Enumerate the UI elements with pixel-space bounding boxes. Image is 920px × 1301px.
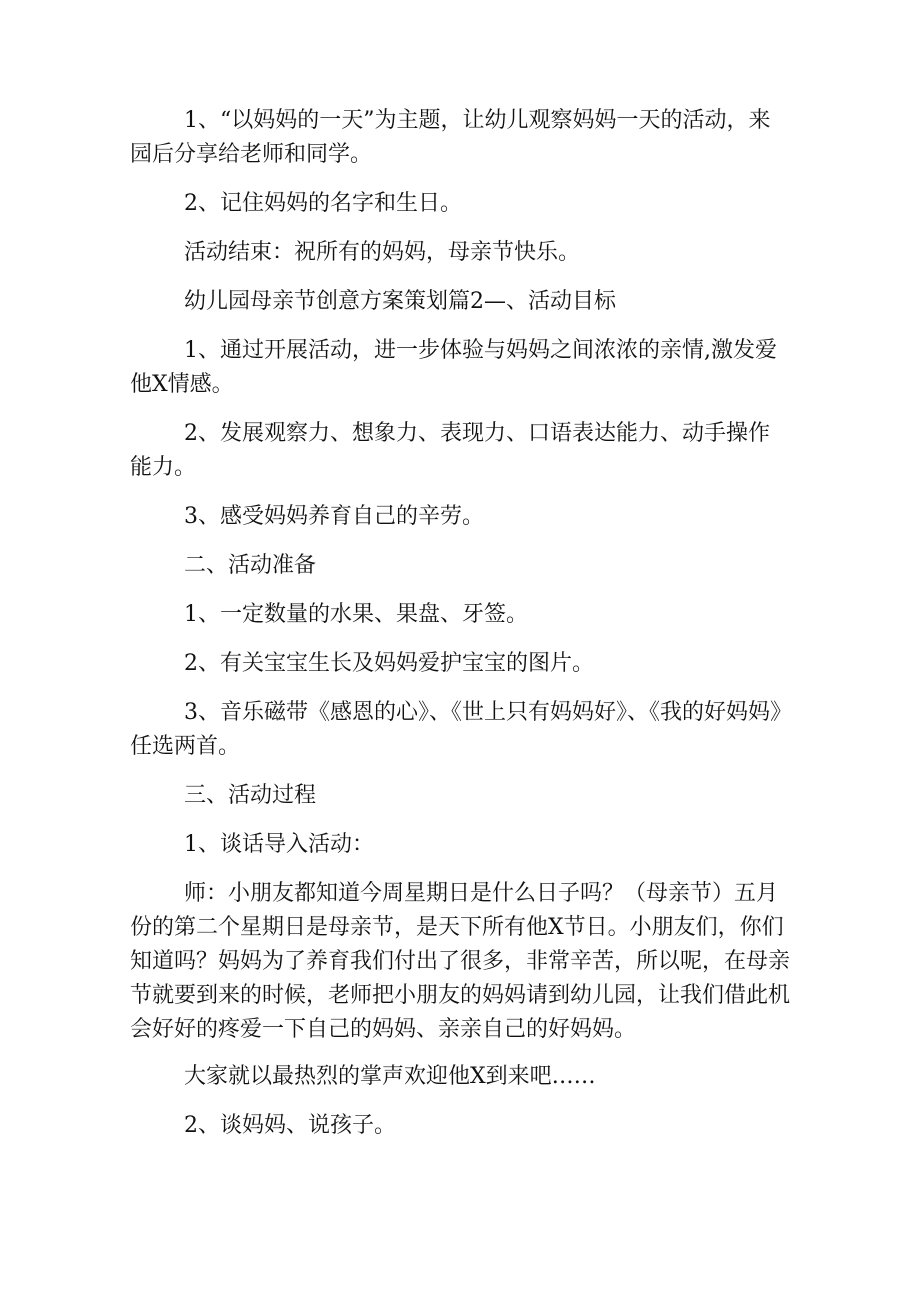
paragraph-13: 1、谈话导入活动： [184,832,374,857]
paragraph-15: 大家就以最热烈的掌声欢迎他X到来吧…… [184,1064,596,1089]
paragraph-6: 2、发展观察力、想象力、表现力、口语表达能力、动手操作能力。 [130,421,770,480]
paragraph-1: 1、“以妈妈的一天”为主题，让幼儿观察妈妈一天的活动，来园后分享给老师和同学。 [130,108,771,167]
paragraph-2: 2、记住妈妈的名字和生日。 [184,191,462,216]
heading-process: 三、活动过程 [184,783,317,808]
paragraph-9: 1、一定数量的水果、果盘、牙签。 [184,602,528,627]
paragraph-5: 1、通过开展活动，进一步体验与妈妈之间浓浓的亲情,激发爱他X情感。 [130,338,777,397]
paragraph-10: 2、有关宝宝生长及妈妈爱护宝宝的图片。 [184,651,594,676]
paragraph-11: 3、音乐磁带《感恩的心》、《世上只有妈妈好》、《我的好妈妈》任选两首。 [130,700,781,759]
paragraph-7: 3、感受妈妈养育自己的辛劳。 [184,504,484,529]
heading-preparation: 二、活动准备 [184,553,317,578]
paragraph-3: 活动结束：祝所有的妈妈，母亲节快乐。 [184,240,581,265]
paragraph-16: 2、谈妈妈、说孩子。 [184,1113,396,1138]
paragraph-14: 师：小朋友都知道今周星期日是什么日子吗？（母亲节）五月份的第二个星期日是母亲节，是天下所有他X节日。小朋友们，你们知道吗？妈妈为了养育我们付出了很多，非常辛苦，所以呢，在母亲节就要到来的时候，老师把小朋友的妈妈请到幼儿园，让我们借此机会好好的疼爱一下自己的妈妈、亲亲自己的好妈妈。 [130,881,791,1042]
document-body [130,104,790,1158]
section-title-2: 幼儿园母亲节创意方案策划篇2—、活动目标 [184,289,616,314]
